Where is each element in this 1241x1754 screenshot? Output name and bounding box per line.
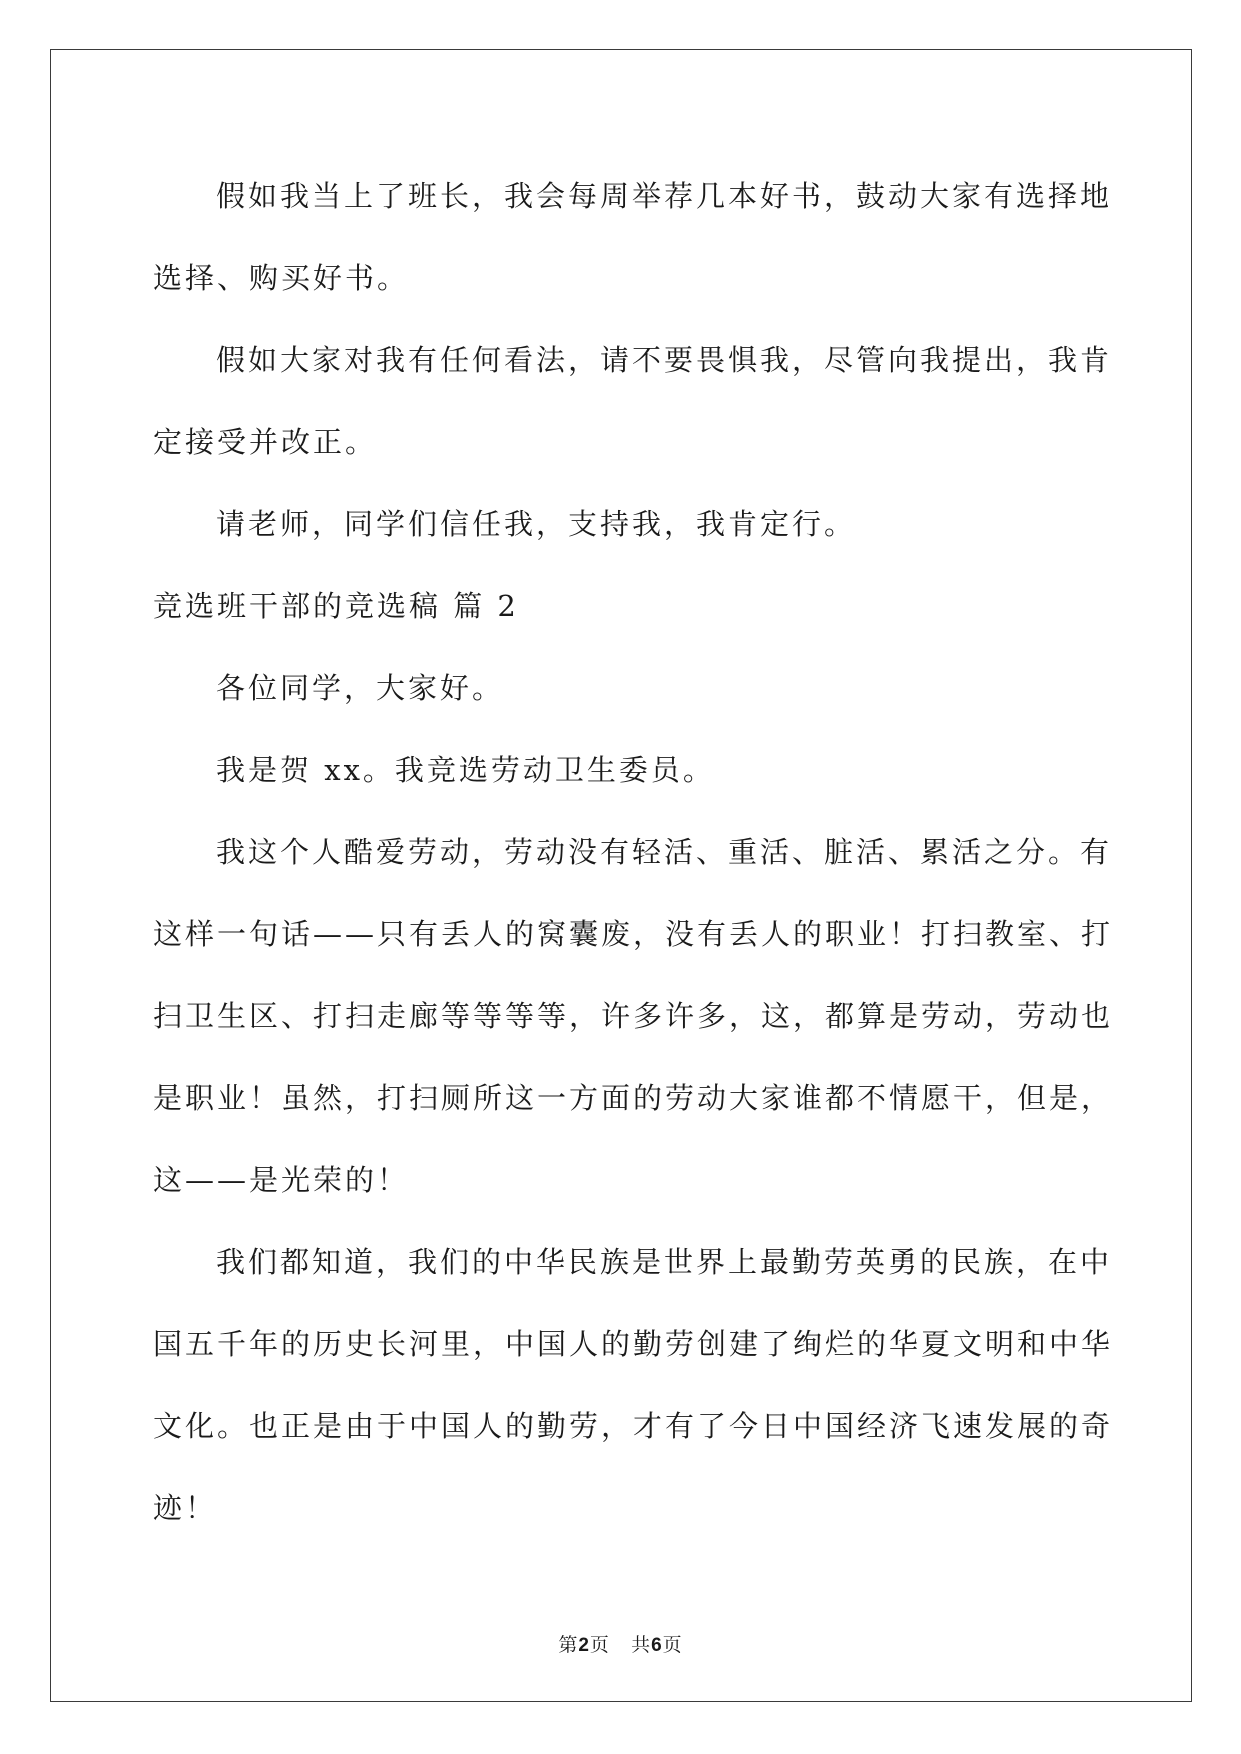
page-footer (0, 1630, 1241, 1657)
text-line: 选择、购买好书。 (153, 261, 410, 295)
text-line: 我们都知道，我们的中华民族是世界上最勤劳英勇的民族，在中 (216, 1245, 1113, 1279)
text-line: 文化。也正是由于中国人的勤劳，才有了今日中国经济飞速发展的奇 (153, 1409, 1114, 1443)
text-line: 是职业！虽然，打扫厕所这一方面的劳动大家谁都不情愿干，但是， (153, 1081, 1114, 1115)
footer-prefix: 第 (558, 1634, 579, 1656)
text-line: 假如大家对我有任何看法，请不要畏惧我，尽管向我提出，我肯 (216, 343, 1113, 377)
text-line: 扫卫生区、打扫走廊等等等等，许多许多，这，都算是劳动，劳动也 (153, 999, 1114, 1033)
footer-total-suffix: 页 (662, 1634, 683, 1656)
footer-total-prefix: 共 (631, 1634, 652, 1656)
text-line: 我是贺 xx。我竞选劳动卫生委员。 (216, 753, 715, 787)
section-heading: 竞选班干部的竞选稿 篇 2 (153, 589, 519, 623)
text-line: 各位同学，大家好。 (216, 671, 505, 705)
document-body (153, 155, 1114, 1549)
total-pages-number: 6 (651, 1635, 663, 1656)
text-line: 请老师，同学们信任我，支持我，我肯定行。 (216, 507, 857, 541)
text-line: 假如我当上了班长，我会每周举荐几本好书，鼓动大家有选择地 (216, 179, 1113, 213)
text-line: 迹！ (153, 1491, 218, 1525)
text-line: 这样一句话——只有丢人的窝囊废，没有丢人的职业！打扫教室、打 (153, 917, 1114, 951)
text-line: 我这个人酷爱劳动，劳动没有轻活、重活、脏活、累活之分。有 (216, 835, 1113, 869)
text-line: 定接受并改正。 (153, 425, 378, 459)
text-line: 这——是光荣的！ (153, 1163, 410, 1197)
footer-page-word: 页 (589, 1634, 610, 1656)
text-line: 国五千年的历史长河里，中国人的勤劳创建了绚烂的华夏文明和中华 (153, 1327, 1114, 1361)
current-page-number: 2 (578, 1635, 590, 1656)
